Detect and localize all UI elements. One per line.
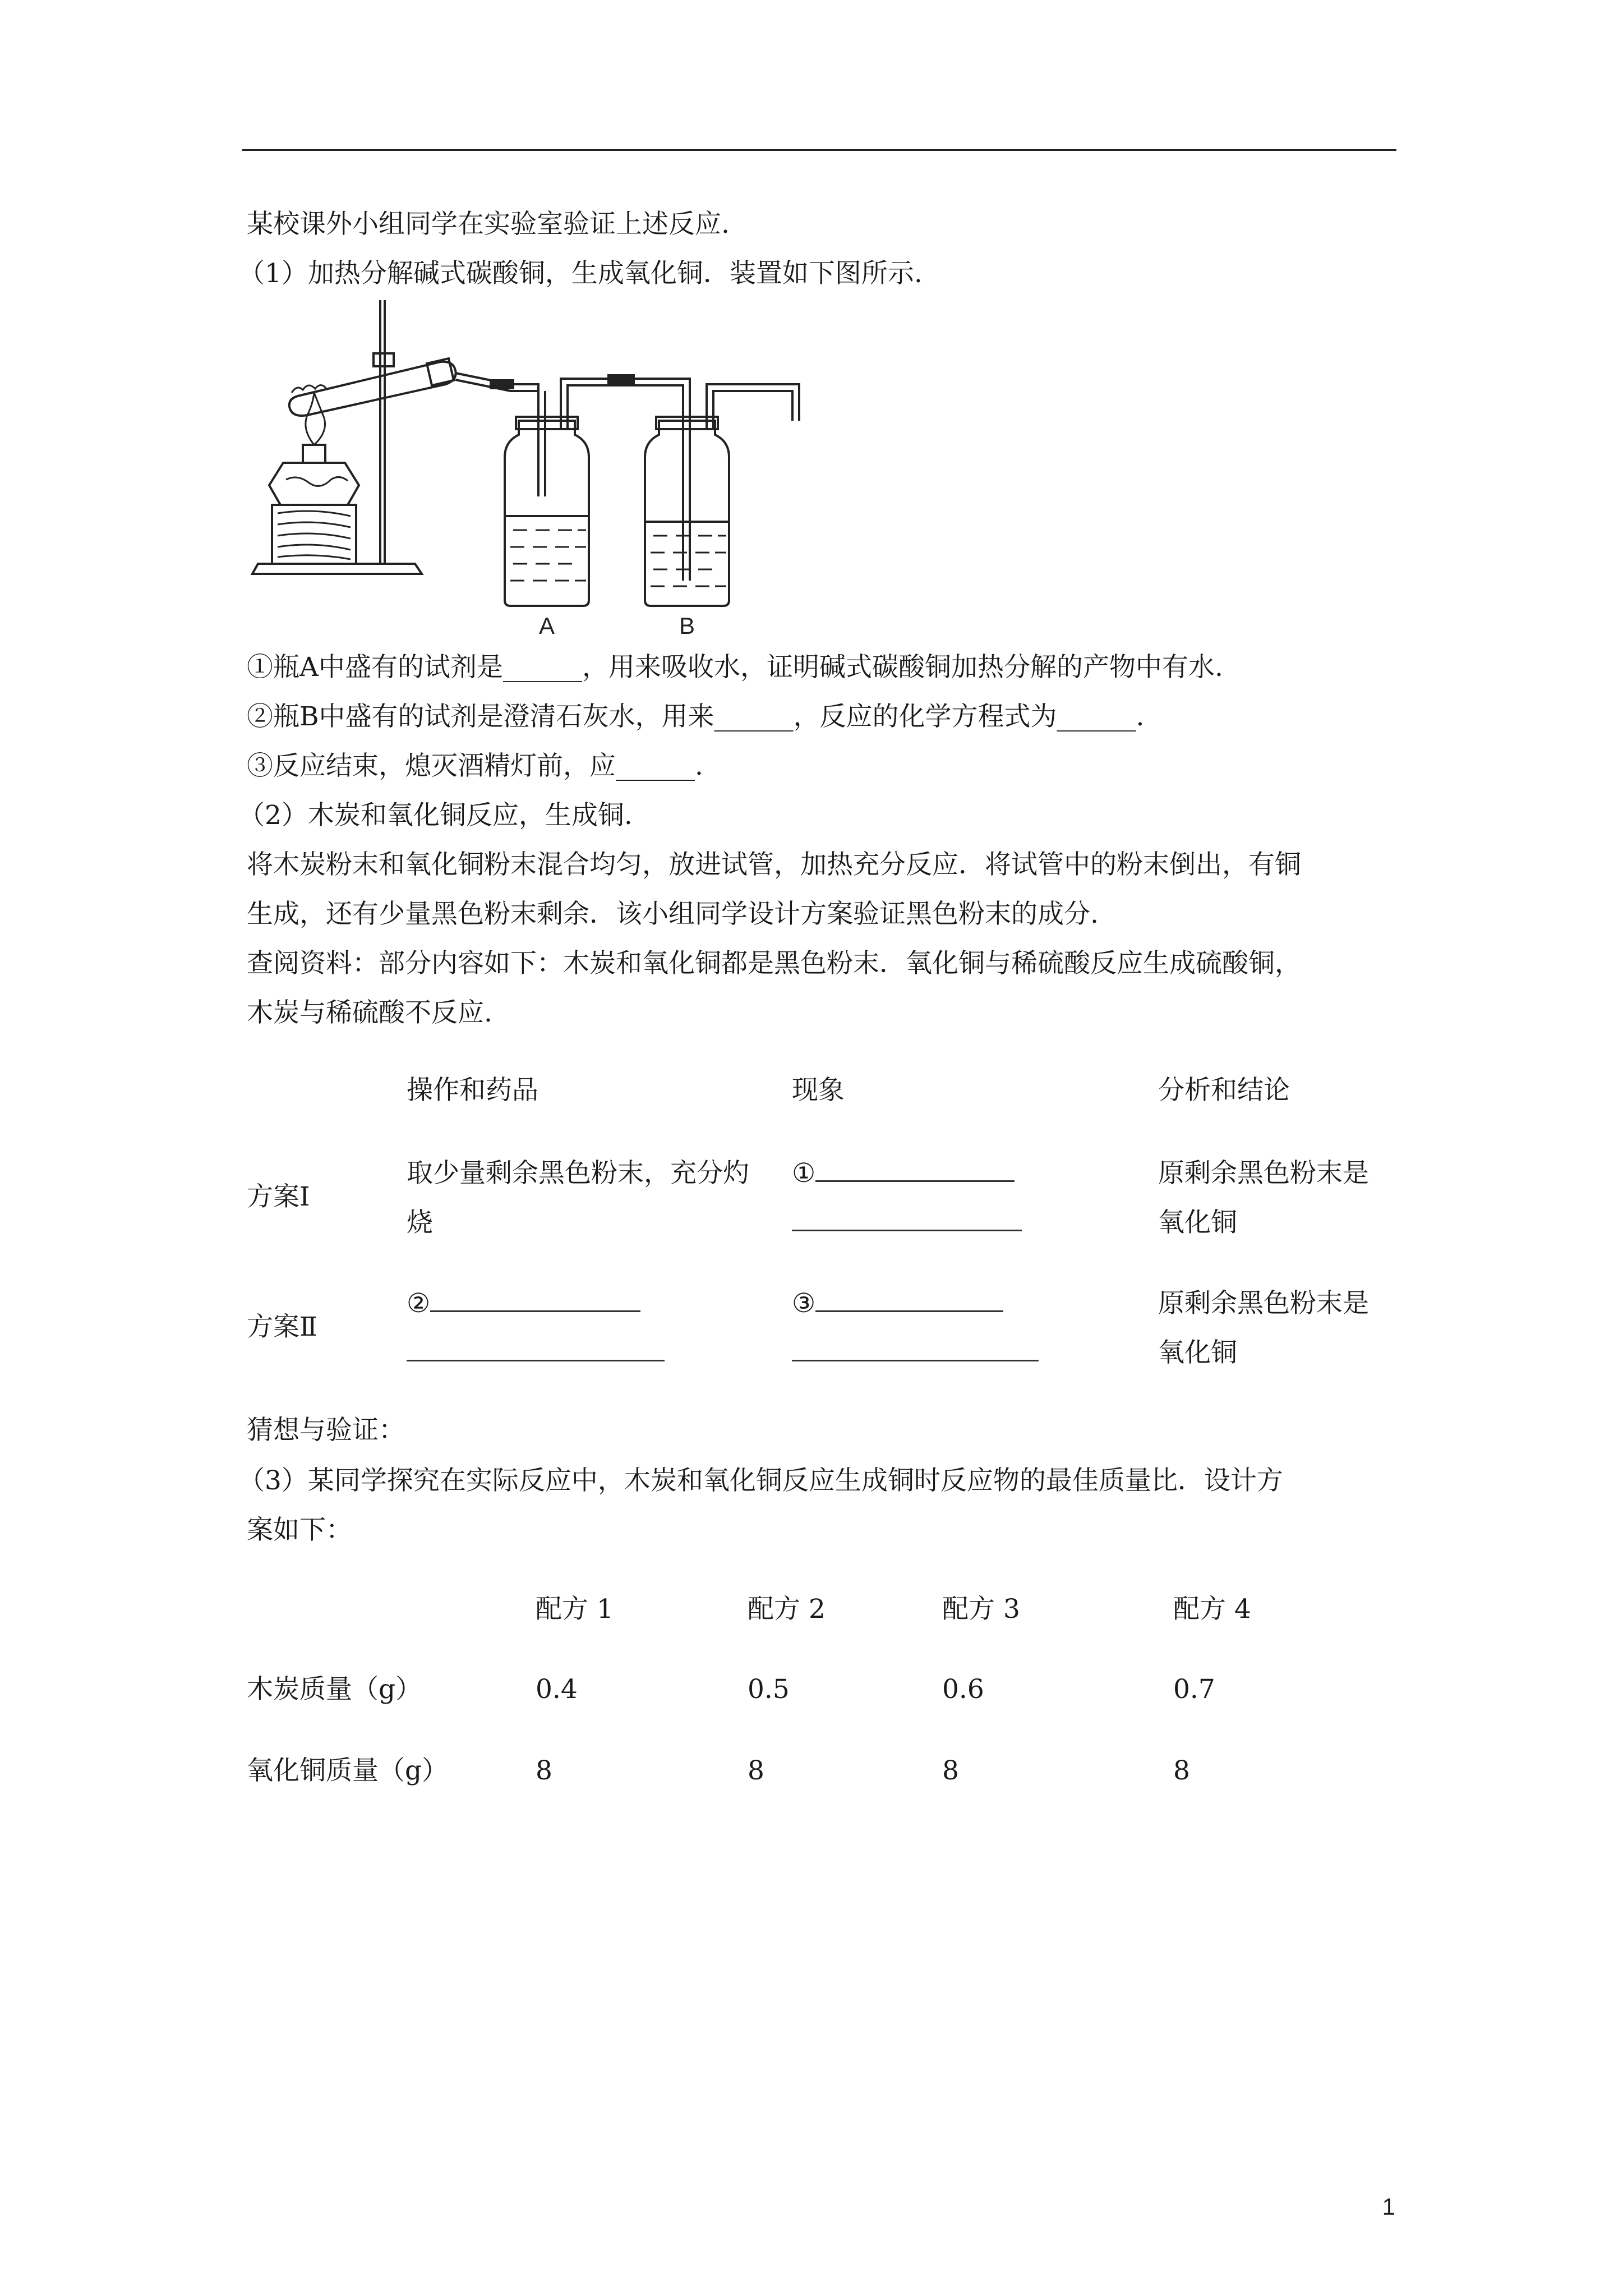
table1-row2-phenomenon xyxy=(792,1279,1003,1328)
answer-blank-3a[interactable] xyxy=(815,1288,1003,1312)
table2-row1-value-1: 0.4 xyxy=(536,1674,578,1705)
table1-row1-operation-line1: 取少量剩余黑色粉末，充分灼 xyxy=(407,1158,749,1189)
table1-row2-operation xyxy=(407,1279,640,1328)
part3-line-2: 案如下： xyxy=(247,1515,352,1545)
question-2: ②瓶B中盛有的试剂是澄清石灰水，用来______，反应的化学方程式为______. xyxy=(247,701,1145,732)
table1-row2-label: 方案Ⅱ xyxy=(247,1312,317,1342)
table1-row1-conclusion-line2: 氧化铜 xyxy=(1158,1207,1237,1238)
part1-title: （1）加热分解碱式碳酸铜，生成氧化铜．装置如下图所示. xyxy=(238,258,923,289)
answer-blank-1b[interactable] xyxy=(792,1207,1022,1231)
flame xyxy=(306,393,325,445)
part2-title: （2）木炭和氧化铜反应，生成铜. xyxy=(238,800,633,831)
question-1: ①瓶A中盛有的试剂是______，用来吸收水，证明碱式碳酸铜加热分解的产物中有水. xyxy=(247,652,1223,683)
table1-header-conclusion: 分析和结论 xyxy=(1158,1075,1290,1106)
table1-row2-conclusion-line2: 氧化铜 xyxy=(1158,1337,1237,1368)
table2-row1-value-2: 0.5 xyxy=(748,1674,790,1705)
table1-row1-operation-line2: 烧 xyxy=(407,1207,433,1238)
paragraph-2-line-2: 木炭与稀硫酸不反应. xyxy=(247,997,492,1028)
answer-blank-2a[interactable] xyxy=(430,1288,640,1312)
paragraph-1-line-1: 将木炭粉末和氧化铜粉末混合均匀，放进试管，加热充分反应．将试管中的粉末倒出，有铜 xyxy=(247,849,1301,880)
table1-row1-label: 方案Ⅰ xyxy=(247,1181,310,1212)
answer-blank-2b[interactable] xyxy=(407,1337,665,1361)
mark-1: ① xyxy=(792,1158,816,1189)
page-number: 1 xyxy=(1382,2193,1395,2220)
table2-row2-value-2: 8 xyxy=(748,1755,764,1786)
guess-heading: 猜想与验证： xyxy=(247,1415,405,1446)
bottle-b xyxy=(645,421,729,606)
table2-row1-label: 木炭质量（g） xyxy=(247,1674,422,1705)
table2-header-3: 配方 3 xyxy=(942,1594,1020,1625)
part3-line-1: （3）某同学探究在实际反应中，木炭和氧化铜反应生成铜时反应物的最佳质量比．设计方 xyxy=(238,1465,1283,1496)
answer-blank-3b[interactable] xyxy=(792,1337,1039,1361)
label-a: A xyxy=(538,613,555,639)
table2-row2-value-4: 8 xyxy=(1173,1755,1190,1786)
table2-header-1: 配方 1 xyxy=(536,1594,614,1625)
table2-header-2: 配方 2 xyxy=(748,1594,826,1625)
table1-row2-conclusion-line1: 原剩余黑色粉末是 xyxy=(1158,1288,1369,1319)
table2-row1-value-4: 0.7 xyxy=(1173,1674,1215,1705)
table1-header-phenomenon: 现象 xyxy=(792,1075,845,1106)
table1-row1-phenomenon-line2 xyxy=(792,1198,1022,1248)
table2-row2-value-1: 8 xyxy=(536,1755,552,1786)
mark-2: ② xyxy=(407,1288,431,1319)
header-rule xyxy=(242,149,1396,151)
table2-header-4: 配方 4 xyxy=(1173,1594,1251,1625)
table2-row2-value-3: 8 xyxy=(942,1755,959,1786)
table1-row2-operation-line2 xyxy=(407,1328,665,1378)
question-3: ③反应结束，熄灭酒精灯前，应______. xyxy=(247,751,703,781)
table2-row2-label: 氧化铜质量（g） xyxy=(247,1755,449,1786)
paragraph-2-line-1: 查阅资料：部分内容如下：木炭和氧化铜都是黑色粉末．氧化铜与稀硫酸反应生成硫酸铜， xyxy=(247,948,1301,979)
alcohol-lamp xyxy=(269,463,359,505)
intro-text: 某校课外小组同学在实验室验证上述反应. xyxy=(247,209,730,240)
stand-base xyxy=(252,564,422,574)
bottle-a xyxy=(505,421,589,606)
table1-row1-phenomenon xyxy=(792,1149,1015,1198)
table1-row1-conclusion-line1: 原剩余黑色粉末是 xyxy=(1158,1158,1369,1189)
table2-row1-value-3: 0.6 xyxy=(942,1674,984,1705)
label-b: B xyxy=(679,613,695,639)
table1-row2-phenomenon-line2 xyxy=(792,1328,1039,1378)
paragraph-1-line-2: 生成，还有少量黑色粉末剩余．该小组同学设计方案验证黑色粉末的成分. xyxy=(247,899,1099,930)
mark-3: ③ xyxy=(792,1288,816,1319)
answer-blank-1a[interactable] xyxy=(815,1158,1015,1182)
table1-header-operation: 操作和药品 xyxy=(407,1075,538,1106)
apparatus-figure xyxy=(247,295,813,642)
